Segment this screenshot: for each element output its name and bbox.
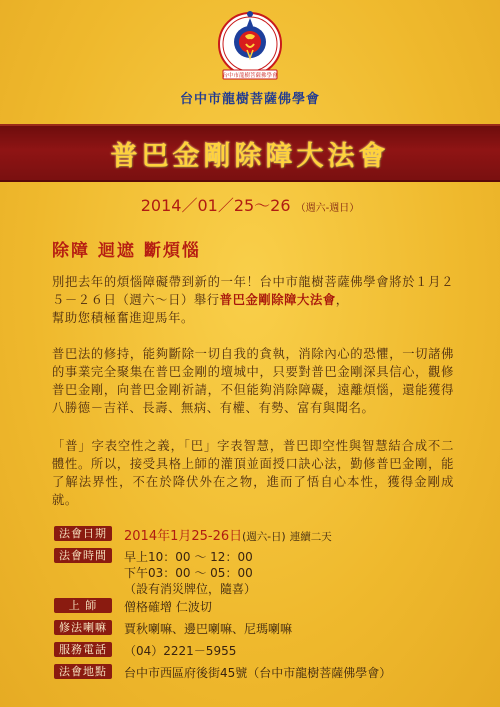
meaning-line-2: 合成不二體性。所以，接受具格上師的灌頂並面授口訣心法， — [52, 439, 454, 471]
intro-event-name: 普巴金剛除障大法會 — [219, 293, 336, 307]
intro-paragraph — [52, 273, 454, 327]
practice-line-4: 障礙，遠離煩惱，還能獲得八勝德－吉祥、長壽、無病、有權 — [52, 383, 455, 415]
monks-label: 修法喇嘛 — [54, 620, 112, 635]
date-label: 法會日期 — [54, 526, 112, 541]
intro-comma: ， — [335, 293, 349, 307]
time-morning: 早上10：00 ～ 12：00 — [124, 550, 253, 564]
time-label: 法會時間 — [54, 548, 112, 563]
practice-line-5: 、有勢、富有與聞名。 — [245, 401, 375, 415]
svg-text:台中市龍樹菩薩佛學會: 台中市龍樹菩薩佛學會 — [222, 73, 278, 79]
master-value: 僧格確增 仁波切 — [124, 600, 212, 614]
master-label: 上 師 — [54, 598, 112, 613]
buddhist-society-logo — [209, 6, 291, 88]
phone-label: 服務電話 — [54, 642, 112, 657]
meaning-line-1: 「普」字表空性之義，「巴」字表智慧，普巴即空性與智慧結 — [52, 439, 402, 453]
practice-paragraph — [52, 345, 454, 417]
practice-line-1: 普巴法的修持，能夠斷除一切自我的貪執，消除內心的恐懼， — [52, 347, 403, 361]
practice-line-2: 一切諸佛的事業完全聚集在普巴金剛的壇城中，只要對普巴金 — [52, 347, 454, 379]
date-value — [124, 525, 332, 544]
intro-line-3: 幫助您積極奮進迎馬年。 — [52, 311, 194, 325]
meaning-paragraph — [52, 437, 454, 509]
meaning-line-3: 勤修普巴金剛，能了解法界性，不在於降伏外在之物，進而了 — [52, 457, 454, 489]
event-date: 2014／01／25～26 — [140, 196, 291, 215]
intro-line-2: 於１月２５－２６日（週六～日）舉行 — [52, 275, 454, 307]
event-title: 普巴金剛除障大法會 — [110, 141, 390, 172]
event-weekday: （週六-週日） — [295, 203, 360, 214]
intro-line-1: 別把去年的煩惱障礙帶到新的一年！台中市龍樹菩薩佛學會將 — [52, 275, 403, 289]
monks-value: 賈秋喇嘛、邊巴喇嘛、尼瑪喇嘛 — [124, 622, 293, 636]
date-suffix: (週六-日) — [242, 531, 286, 543]
date-value-text: 2014年1月25-26日 — [124, 529, 243, 544]
practice-line-3: 剛深具信心，觀修普巴金剛，向普巴金剛祈請，不但能夠消除 — [52, 365, 454, 397]
time-note: （設有消災牌位，隨喜） — [124, 582, 257, 596]
address-label: 法會地點 — [54, 664, 112, 679]
organization-name: 台中市龍樹菩薩佛學會 — [179, 92, 320, 107]
title-banner — [0, 124, 500, 182]
event-date-line — [0, 193, 500, 216]
address-value: 台中市西區府後街45號（台中市龍樹菩薩佛學會） — [124, 666, 392, 680]
time-afternoon: 下午03：00 ～ 05：00 — [124, 566, 253, 580]
phone-value: （04）2221－5955 — [124, 644, 237, 658]
subheading: 除障 迴遮 斷煩惱 — [52, 241, 201, 261]
meaning-line-4: 悟自心本性，獲得金剛成就。 — [52, 475, 454, 507]
date-extra: 連續二天 — [289, 531, 332, 543]
